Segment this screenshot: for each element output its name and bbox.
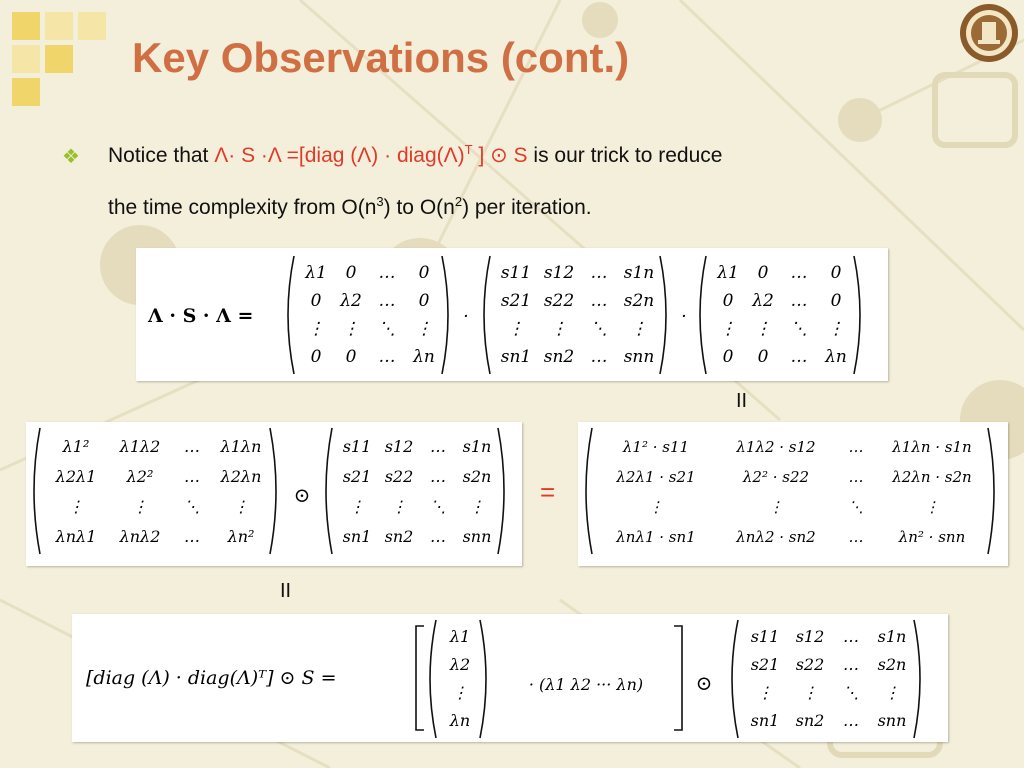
deco-square: [45, 45, 73, 73]
lambda-matrix-cell: ⋮: [719, 319, 737, 339]
lambda-matrix-cell: λn: [413, 347, 435, 367]
vertical-equals-1: II: [736, 390, 748, 412]
equation-box-4: [72, 614, 948, 742]
s-matrix-cell: ⋮: [630, 319, 648, 339]
left-paren: [484, 256, 490, 374]
eq4-lhs: [diag (Λ) · diag(Λ)ᵀ] ⊙ S =: [86, 667, 337, 689]
right-paren: [988, 428, 994, 554]
right-paren: [854, 256, 860, 374]
lambda-product-matrix-cell: λ1²: [62, 437, 90, 456]
right-paren: [442, 256, 448, 374]
lambda-matrix-cell: ⋱: [378, 319, 396, 339]
lambda-matrix-cell: …: [378, 263, 396, 283]
s-matrix-cell: sn1: [500, 347, 532, 367]
eq3-matrix: [578, 422, 1008, 566]
s-matrix-cell: …: [430, 527, 446, 546]
lambda-product-matrix-cell: λ1λ2: [119, 437, 161, 456]
result-matrix-cell: ⋮: [768, 498, 784, 516]
lambda-matrix-cell: λ2: [340, 291, 362, 311]
s-matrix-cell: s2n: [462, 467, 492, 486]
lambda-matrix-cell: 0: [722, 291, 734, 311]
line2-b: ) to O(n: [383, 196, 455, 219]
right-paren: [498, 428, 504, 554]
result-matrix-cell: ⋮: [924, 498, 940, 516]
s-matrix-cell: s12: [543, 263, 575, 283]
lambda-matrix-cell: …: [790, 263, 808, 283]
lambda-matrix-cell: 0: [310, 291, 322, 311]
lambda-column-cell: ⋮: [452, 683, 468, 702]
university-seal-icon: [958, 2, 1020, 64]
result-matrix-cell: λnλ1 · sn1: [616, 528, 696, 546]
s-matrix-cell: sn2: [384, 527, 414, 546]
hadamard-operator: ⊙: [695, 671, 713, 695]
dot-operator: ·: [681, 307, 687, 327]
deco-square: [12, 12, 40, 40]
lambda-product-matrix-cell: λnλ2: [119, 527, 161, 546]
s-matrix-cell: s21: [342, 467, 372, 486]
hadamard-operator: ⊙: [293, 483, 311, 507]
left-paren: [288, 256, 294, 374]
result-matrix-cell: ⋮: [648, 498, 664, 516]
text-line-1: [108, 142, 722, 168]
deco-square: [45, 12, 73, 40]
formula-text: [214, 144, 527, 167]
s-matrix-cell: snn: [877, 711, 907, 730]
lambda-product-matrix-cell: ⋱: [184, 497, 200, 516]
lambda-matrix-cell: 0: [830, 291, 842, 311]
lambda-matrix-cell: …: [790, 291, 808, 311]
s-matrix-cell: ⋮: [469, 497, 485, 516]
s-matrix-cell: …: [843, 711, 859, 730]
line2-sup1: 3: [376, 194, 384, 209]
s-matrix-cell: s11: [342, 437, 372, 456]
s-matrix-cell: ⋮: [507, 319, 525, 339]
right-paren: [914, 620, 920, 738]
line2-sup2: 2: [454, 194, 463, 209]
lambda-product-matrix-cell: …: [184, 437, 200, 456]
slide-title: Key Observations (cont.): [132, 34, 630, 81]
result-matrix-cell: λnλ2 · sn2: [736, 528, 816, 546]
equation-box-2: [26, 422, 522, 566]
eq2-matrices: [26, 422, 522, 566]
s-matrix-cell: sn1: [342, 527, 372, 546]
line2-a: the time complexity from O(n: [108, 196, 377, 219]
right-paren: [660, 256, 666, 374]
s-matrix-cell: ⋮: [884, 683, 900, 702]
formula-main: Λ· S ·Λ =[diag (Λ) · diag(Λ): [214, 144, 465, 167]
s-matrix-cell: …: [430, 437, 446, 456]
s-matrix-cell: s22: [543, 291, 575, 311]
right-paren: [480, 620, 486, 738]
eq1-matrices: [288, 256, 860, 374]
left-paren: [700, 256, 706, 374]
s-matrix-cell: ⋮: [391, 497, 407, 516]
s-matrix-cell: s12: [384, 437, 414, 456]
lambda-product-matrix-cell: λn²: [227, 527, 255, 546]
result-matrix-cell: λ2λn · s2n: [892, 468, 972, 486]
lambda-matrix-cell: ⋮: [307, 319, 325, 339]
text-line-2: [108, 194, 592, 220]
lambda-product-matrix-cell: ⋮: [68, 497, 84, 516]
result-matrix-cell: λ2λ1 · s21: [616, 468, 696, 486]
lambda-matrix-cell: …: [378, 291, 396, 311]
lambda-product-matrix-cell: λ2λ1: [55, 467, 97, 486]
lambda-matrix-cell: …: [378, 347, 396, 367]
lambda-matrix-cell: λ2: [752, 291, 774, 311]
s-matrix-cell: s21: [750, 655, 780, 674]
result-matrix-cell: …: [848, 468, 864, 486]
lambda-matrix-cell: 0: [345, 347, 357, 367]
s-matrix-cell: ⋮: [757, 683, 773, 702]
s-matrix-cell: s22: [384, 467, 414, 486]
left-paren: [430, 620, 436, 738]
lambda-matrix-cell: …: [790, 347, 808, 367]
lambda-matrix-cell: ⋮: [415, 319, 433, 339]
lambda-product-matrix-cell: …: [184, 467, 200, 486]
left-paren: [586, 428, 592, 554]
result-matrix-cell: λn² · snn: [898, 528, 966, 546]
line1-prefix: Notice that: [108, 144, 215, 167]
lambda-product-matrix-cell: λ2²: [126, 467, 154, 486]
s-matrix-cell: s21: [500, 291, 532, 311]
result-matrix-cell: λ1λ2 · s12: [736, 438, 816, 456]
result-matrix-cell: λ1λn · s1n: [892, 438, 972, 456]
left-paren: [326, 428, 332, 554]
left-paren: [34, 428, 40, 554]
lambda-column-cell: λ1: [449, 627, 471, 646]
lambda-product-matrix-cell: λ1λn: [220, 437, 262, 456]
equation-box-1: [136, 248, 888, 381]
lambda-matrix-cell: ⋮: [342, 319, 360, 339]
s-matrix-cell: ⋱: [430, 497, 446, 516]
s-matrix-cell: ⋱: [590, 319, 608, 339]
lambda-matrix-cell: λn: [825, 347, 847, 367]
lambda-product-matrix-cell: …: [184, 527, 200, 546]
lambda-matrix-cell: ⋮: [827, 319, 845, 339]
s-matrix-cell: sn2: [795, 711, 825, 730]
lambda-matrix-cell: 0: [345, 263, 357, 283]
lambda-matrix-cell: 0: [310, 347, 322, 367]
lambda-matrix-cell: 0: [757, 263, 769, 283]
right-bracket: [674, 626, 682, 730]
deco-square: [12, 45, 40, 73]
s-matrix-cell: s2n: [877, 655, 907, 674]
formula-end: ] ⊙ S: [472, 144, 528, 167]
right-paren: [270, 428, 276, 554]
left-paren: [732, 620, 738, 738]
s-matrix-cell: ⋮: [802, 683, 818, 702]
s-matrix-cell: snn: [623, 347, 655, 367]
lambda-product-matrix-cell: ⋮: [233, 497, 249, 516]
s-matrix-cell: s1n: [462, 437, 492, 456]
s-matrix-cell: …: [590, 263, 608, 283]
left-bracket: [416, 626, 424, 730]
s-matrix-cell: …: [590, 347, 608, 367]
s-matrix-cell: s11: [750, 627, 780, 646]
result-matrix-cell: λ2² · s22: [742, 468, 810, 486]
s-matrix-cell: s1n: [623, 263, 655, 283]
four-diamond-bullet-icon: ❖: [62, 146, 80, 168]
result-matrix-cell: …: [848, 528, 864, 546]
lambda-matrix-cell: 0: [418, 291, 430, 311]
formula-sup: T: [464, 142, 473, 157]
s-matrix-cell: snn: [462, 527, 492, 546]
lambda-matrix-cell: λ1: [717, 263, 739, 283]
s-matrix-cell: s12: [795, 627, 825, 646]
deco-square: [12, 78, 40, 106]
lambda-product-matrix-cell: λ2λn: [220, 467, 262, 486]
lambda-matrix-cell: λ1: [305, 263, 327, 283]
s-matrix-cell: …: [590, 291, 608, 311]
deco-square: [78, 12, 106, 40]
s-matrix-cell: sn1: [750, 711, 780, 730]
lambda-matrix-cell: 0: [830, 263, 842, 283]
s-matrix-cell: s22: [795, 655, 825, 674]
line1-suffix: is our trick to reduce: [527, 144, 723, 167]
lambda-matrix-cell: ⋮: [754, 319, 772, 339]
s-matrix-cell: s1n: [877, 627, 907, 646]
lambda-product-matrix-cell: ⋮: [132, 497, 148, 516]
result-matrix-cell: …: [848, 438, 864, 456]
equals-sign: =: [540, 477, 556, 507]
s-matrix-cell: ⋱: [843, 683, 859, 702]
s-matrix-cell: s2n: [623, 291, 655, 311]
lambda-matrix-cell: 0: [757, 347, 769, 367]
s-matrix-cell: ⋮: [550, 319, 568, 339]
lambda-column-cell: λ2: [449, 655, 471, 674]
lambda-matrix-cell: ⋱: [790, 319, 808, 339]
lambda-column-cell: λn: [449, 711, 471, 730]
eq1-lhs: Λ · S · Λ =: [148, 305, 254, 327]
s-matrix-cell: ⋮: [349, 497, 365, 516]
dot-operator: ·: [463, 307, 469, 327]
lambda-row: · (λ1 λ2 ··· λn): [528, 675, 644, 694]
vertical-equals-2: II: [280, 580, 292, 602]
s-matrix-cell: …: [843, 627, 859, 646]
s-matrix-cell: …: [843, 655, 859, 674]
lambda-matrix-cell: 0: [418, 263, 430, 283]
result-matrix-cell: ⋱: [848, 498, 864, 516]
lambda-matrix-cell: 0: [722, 347, 734, 367]
s-matrix-cell: s11: [500, 263, 532, 283]
lambda-product-matrix-cell: λnλ1: [55, 527, 97, 546]
s-matrix-cell: sn2: [543, 347, 575, 367]
s-matrix-cell: …: [430, 467, 446, 486]
result-matrix-cell: λ1² · s11: [622, 438, 690, 456]
equation-box-3: [578, 422, 1008, 566]
eq4-expression: [72, 614, 948, 742]
line2-c: ) per iteration.: [462, 196, 592, 219]
